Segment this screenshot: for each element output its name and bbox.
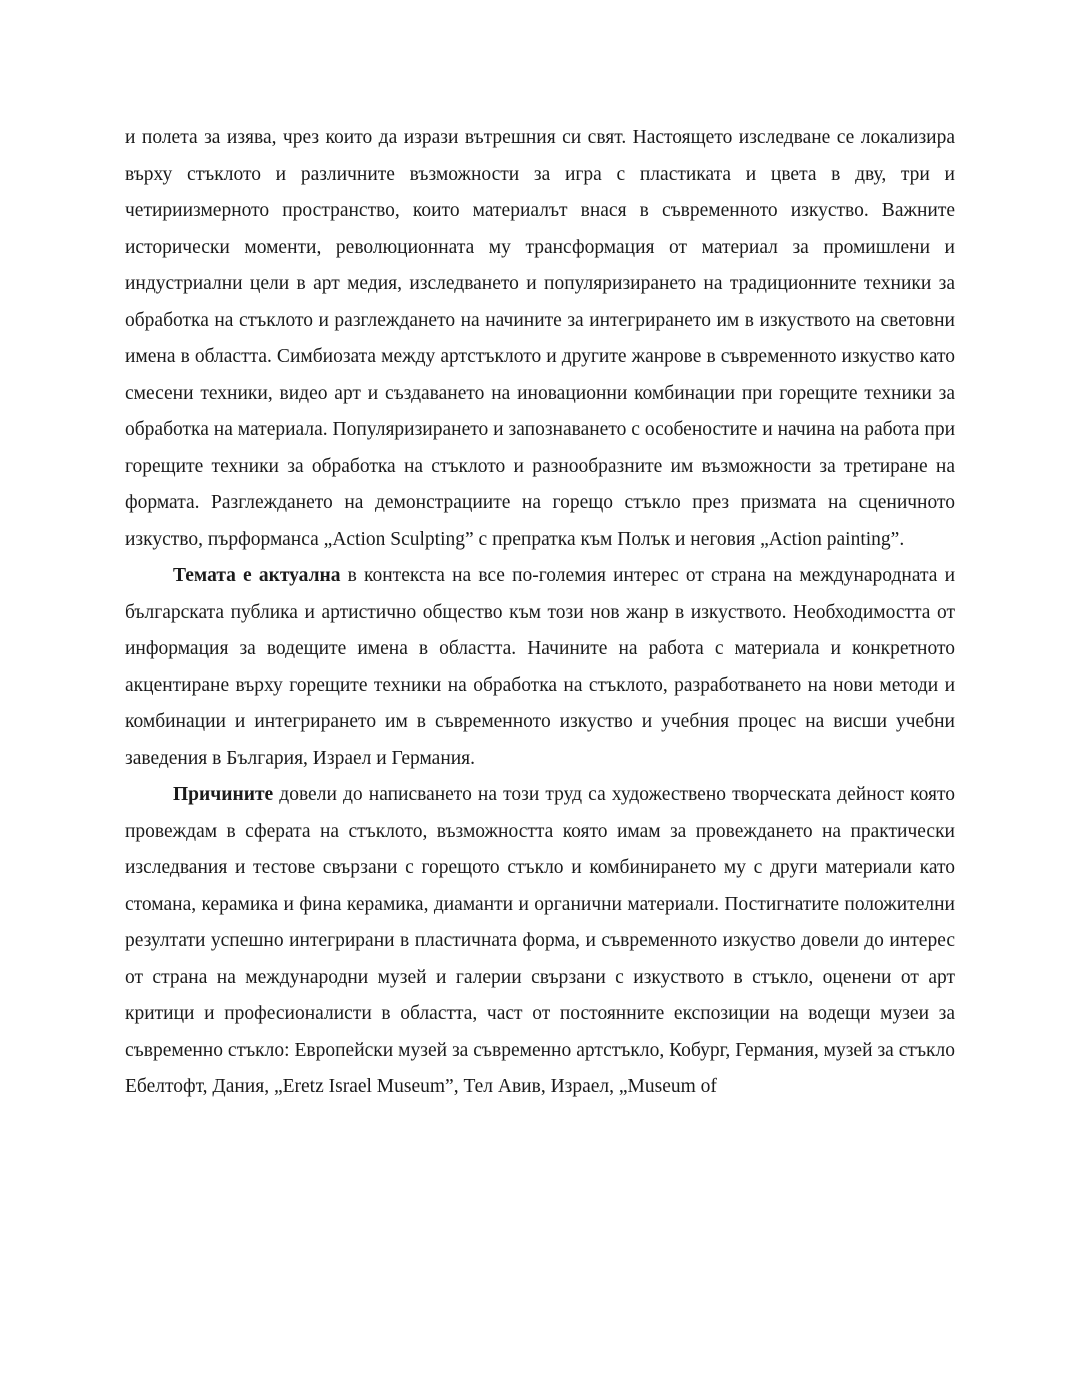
paragraph-reasons (125, 777, 955, 1106)
paragraph-reasons-lead: Причините (173, 784, 274, 805)
paragraph-intro (125, 120, 955, 558)
paragraph-topic-relevance-lead: Темата е актуална (173, 565, 341, 586)
body-text (125, 120, 955, 1106)
paragraph-intro-text: и полета за изява, чрез които да изрази вътрешния си свят. Настоящето изследване се локализира върху стъклото и различните възможности за игра с пластиката и цвета в дву, три и четириизмерното пространство, които материалът внася в съвременното изкуство. Важните исторически моменти, революционната му трансформация от материал за промишлени и индустриални цели в арт медия, изследването и популяризирането на традиционните техники за обработка на стъклото и разглеждането на начините за интегрирането им в изкуството на световни имена в областта. Симбиозата между артстъклото и другите жанрове в съвременното изкуство като смесени техники, видео арт и създаването на иновационни комбинации при горещите техники за обработка на материала. Популяризирането и запознаването с особеностите и начина на работа при горещите техники за обработка на стъклото и разнообразните им възможности за третиране на формата. Разглеждането на демонстрациите на горещо стъкло през призмата на сценичното изкуство, пърформанса „Action Sculpting” с препратка към Полък и неговия „Action painting”. (125, 127, 955, 550)
paragraph-topic-relevance-text: в контекста на все по-големия интерес от страна на международната и българската публика и артистично общество към този нов жанр в изкуството. Необходимостта от информация за водещите имена в областта. Начините на работа с материала и конкретното акцентиране върху горещите техники на обработка на стъклото, разработването на нови методи и комбинации и интегрирането им в съвременното изкуство и учебния процес на висши учебни заведения в България, Израел и Германия. (125, 565, 955, 769)
paragraph-topic-relevance (125, 558, 955, 777)
paragraph-reasons-text: довели до написването на този труд са художествено творческата дейност която провеждам в сферата на стъклото, възможността която имам за провеждането на практически изследвания и тестове свързани с горещото стъкло и комбинирането му с други материали като стомана, керамика и фина керамика, диаманти и органични материали. Постигнатите положителни резултати успешно интегрирани в пластичната форма, и съвременното изкуство довели до интерес от страна на международни музей и галерии свързани с изкуството в стъкло, оценени от арт критици и професионалисти в областта, част от постоянните експозиции на водещи музеи за съвременно стъкло: Европейски музей за съвременно артстъкло, Кобург, Германия, музей за стъкло Ебелтофт, Дания, „Eretz Israel Museum”, Тел Авив, Израел, „Museum of (125, 784, 955, 1097)
